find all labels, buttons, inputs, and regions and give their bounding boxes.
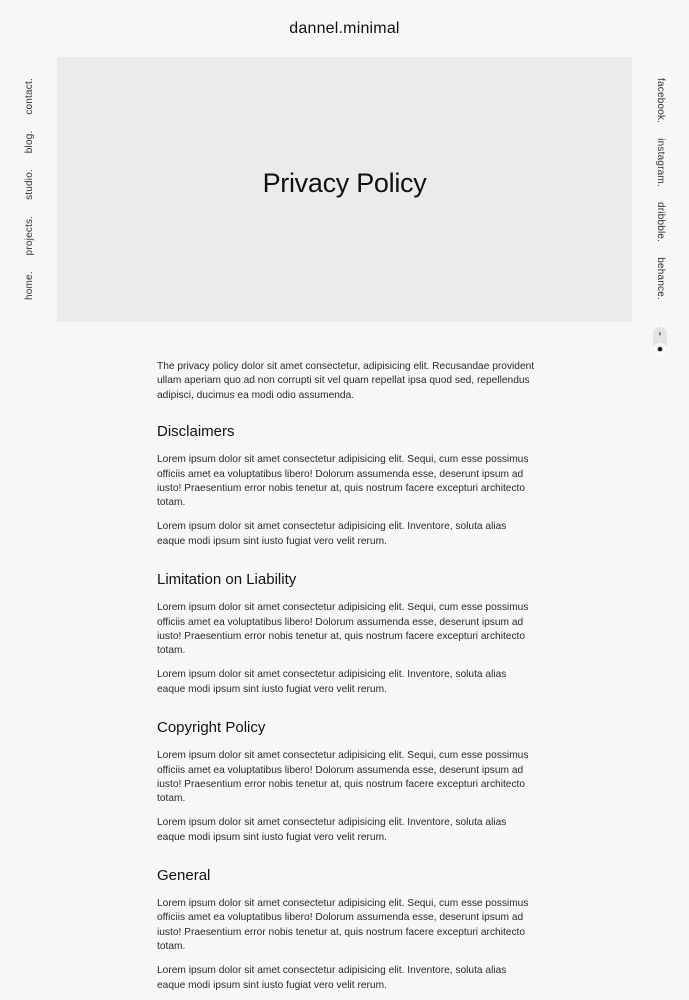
section-heading: Limitation on Liability (157, 571, 297, 589)
section-paragraph: Lorem ipsum dolor sit amet consectetur adipisicing elit. Inventore, soluta alias eaque modi ipsum sint iusto fugiat vero velit rerum. (157, 669, 507, 695)
intro-paragraph: The privacy policy dolor sit amet consectetur, adipisicing elit. Recusandae provident ullam aperiam quo ad non corrupti sit vel quam repellat ipsa quod sed, repellendus adipisci, ducimus ea modi odio assumenda. (157, 361, 535, 401)
social-link-dribbble[interactable]: dribbble. (655, 201, 666, 243)
section-general (157, 867, 535, 993)
site-logo[interactable]: dannel.minimal (289, 19, 400, 37)
section-paragraph: Lorem ipsum dolor sit amet consectetur adipisicing elit. Sequi, cum esse possimus officiis amet ea voluptatibus libero! Dolorum assumenda esse, deserunt ipsum ad iusto! Praesentium error nobis tenetur at, quis nostrum facere excepturi architecto totam. (157, 602, 529, 657)
theme-toggle[interactable] (653, 327, 667, 357)
main-nav (22, 78, 38, 300)
section-heading: General (157, 867, 211, 885)
nav-link-blog[interactable]: blog. (24, 130, 35, 154)
social-link-facebook[interactable]: facebook. (655, 78, 666, 124)
social-link-behance[interactable]: behance. (655, 257, 666, 300)
nav-link-contact[interactable]: contact. (24, 78, 35, 115)
section-disclaimers (157, 423, 535, 549)
section-copyright-policy (157, 719, 535, 845)
section-paragraph: Lorem ipsum dolor sit amet consectetur adipisicing elit. Sequi, cum esse possimus officiis amet ea voluptatibus libero! Dolorum assumenda esse, deserunt ipsum ad iusto! Praesentium error nobis tenetur at, quis nostrum facere excepturi architecto totam. (157, 750, 529, 805)
section-heading: Copyright Policy (157, 719, 266, 737)
section-paragraph: Lorem ipsum dolor sit amet consectetur adipisicing elit. Inventore, soluta alias eaque modi ipsum sint iusto fugiat vero velit rerum. (157, 521, 507, 547)
section-limitation-on-liability (157, 571, 535, 697)
section-paragraph: Lorem ipsum dolor sit amet consectetur adipisicing elit. Sequi, cum esse possimus officiis amet ea voluptatibus libero! Dolorum assumenda esse, deserunt ipsum ad iusto! Praesentium error nobis tenetur at, quis nostrum facere excepturi architecto totam. (157, 898, 529, 953)
nav-link-home[interactable]: home. (24, 271, 35, 300)
section-paragraph: Lorem ipsum dolor sit amet consectetur adipisicing elit. Inventore, soluta alias eaque modi ipsum sint iusto fugiat vero velit rerum. (157, 817, 507, 843)
site-header (0, 0, 689, 57)
section-paragraph: Lorem ipsum dolor sit amet consectetur adipisicing elit. Inventore, soluta alias eaque modi ipsum sint iusto fugiat vero velit rerum. (157, 965, 507, 991)
policy-content (157, 360, 535, 1000)
social-link-instagram[interactable]: instagram. (655, 138, 666, 187)
hero-banner (57, 57, 632, 322)
sun-icon[interactable]: ✹ (653, 343, 667, 357)
nav-link-projects[interactable]: projects. (24, 215, 35, 256)
nav-link-studio[interactable]: studio. (24, 169, 35, 200)
page-title: Privacy Policy (262, 168, 427, 198)
social-nav (652, 78, 668, 300)
section-heading: Disclaimers (157, 423, 235, 441)
moon-icon[interactable]: ◗ (657, 329, 663, 338)
section-paragraph: Lorem ipsum dolor sit amet consectetur adipisicing elit. Sequi, cum esse possimus officiis amet ea voluptatibus libero! Dolorum assumenda esse, deserunt ipsum ad iusto! Praesentium error nobis tenetur at, quis nostrum facere excepturi architecto totam. (157, 454, 529, 509)
